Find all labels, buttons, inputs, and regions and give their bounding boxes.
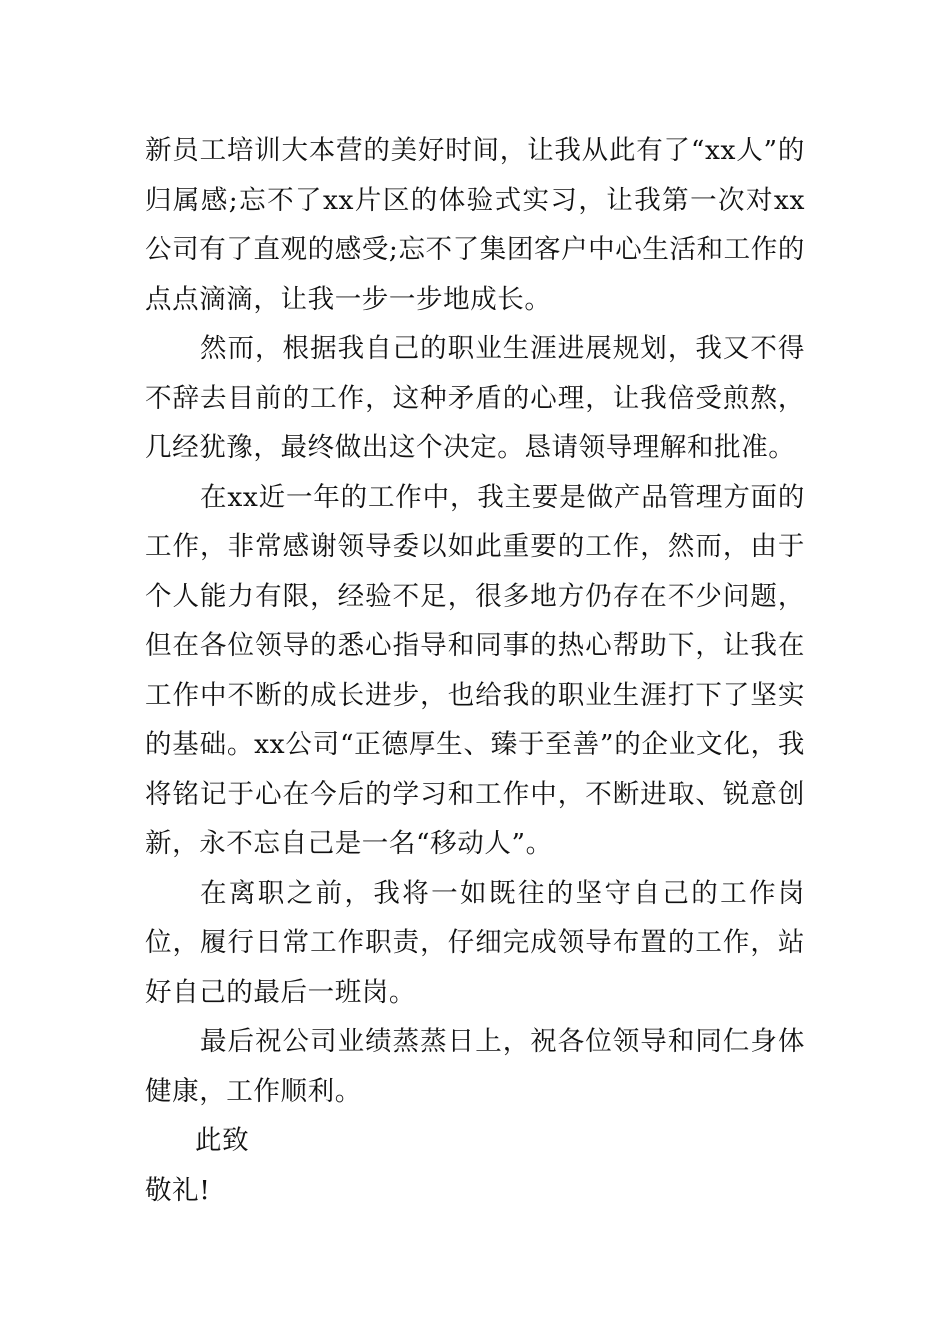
salutation: 敬礼! — [145, 1174, 211, 1206]
paragraph-4: 在离职之前，我将一如既往的坚守自己的工作岗位，履行日常工作职责，仔细完成领导布置的工作，站好自己的最后一班岗。 — [145, 877, 805, 1008]
paragraph-3: 在xx近一年的工作中，我主要是做产品管理方面的工作，非常感谢领导委以如此重要的工作，然而，由于个人能力有限，经验不足，很多地方仍存在不少问题，但在各位领导的悉心指导和同事的热心帮助下，让我在工作中不断的成长进步，也给我的职业生涯打下了坚实的基础。xx公司“正德厚生、臻于至善”的企业文化，我将铭记于心在今后的学习和工作中，不断进取、锐意创新，永不忘自己是一名“移动人”。 — [145, 481, 805, 859]
letter-body — [145, 126, 805, 1215]
paragraph-5: 最后祝公司业绩蒸蒸日上，祝各位领导和同仁身体健康，工作顺利。 — [145, 1026, 805, 1107]
paragraph-1: 新员工培训大本营的美好时间，让我从此有了“xx人”的归属感;忘不了xx片区的体验式实习，让我第一次对xx公司有了直观的感受;忘不了集团客户中心生活和工作的点点滴滴，让我一步一步地成长。 — [145, 135, 805, 315]
closing-phrase: 此致 — [195, 1125, 250, 1156]
paragraph-2: 然而，根据我自己的职业生涯进展规划，我又不得不辞去目前的工作，这种矛盾的心理，让我倍受煎熬，几经犹豫，最终做出这个决定。恳请领导理解和批准。 — [145, 333, 805, 463]
